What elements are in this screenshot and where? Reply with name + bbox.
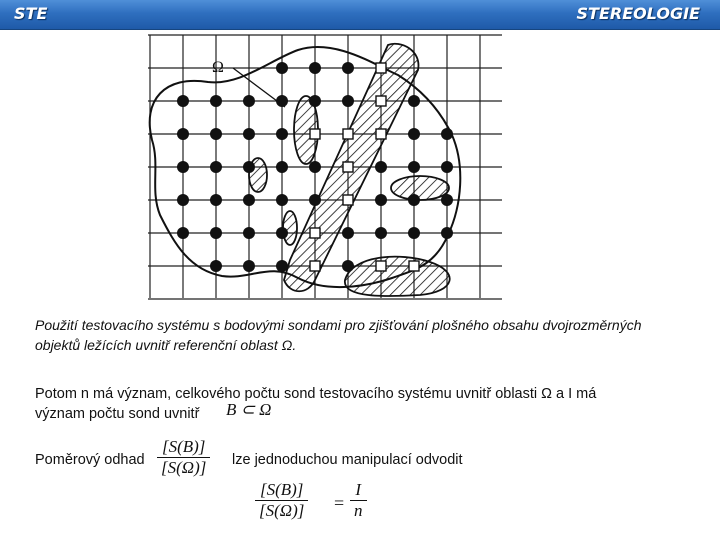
probe-point: [309, 161, 321, 173]
probe-point: [276, 128, 288, 140]
probe-point: [210, 227, 222, 239]
ratio-denominator: [S(Ω)]: [161, 458, 207, 477]
probe-point: [210, 194, 222, 206]
equals-sign: =: [334, 493, 345, 513]
probe-point: [441, 194, 453, 206]
probe-hit-square: [376, 63, 386, 73]
probe-point: [177, 227, 189, 239]
probe-point: [243, 95, 255, 107]
ratio-suffix: lze jednoduchou manipulací odvodit: [232, 452, 463, 468]
probe-point: [441, 161, 453, 173]
probe-point: [210, 128, 222, 140]
probe-point: [309, 194, 321, 206]
probe-point: [375, 161, 387, 173]
result-lhs-numerator: [S(B)]: [259, 480, 304, 499]
probe-hit-square: [343, 195, 353, 205]
probe-point: [243, 260, 255, 272]
title-bar: [0, 0, 720, 30]
result-lhs-denominator: [S(Ω)]: [259, 501, 305, 520]
probe-point: [177, 128, 189, 140]
omega-label: Ω: [212, 59, 224, 76]
probe-hit-square: [376, 129, 386, 139]
probe-point: [276, 62, 288, 74]
probe-point: [210, 161, 222, 173]
probe-point: [276, 161, 288, 173]
figure-caption: Použití testovacího systému s bodovými sondami pro zjišťování plošného obsahu dvojrozměrných objektů ležících uvnitř referenční oblast Ω.: [35, 317, 642, 353]
probe-hit-square: [310, 228, 320, 238]
subset-formula: B ⊂ Ω: [226, 400, 272, 419]
probe-point: [210, 95, 222, 107]
probe-point: [309, 95, 321, 107]
result-rhs-fraction: [350, 480, 367, 521]
probe-point: [342, 62, 354, 74]
probe-point: [408, 95, 420, 107]
probe-hit-square: [376, 261, 386, 271]
probe-point: [243, 161, 255, 173]
probe-point: [342, 260, 354, 272]
probe-point: [276, 260, 288, 272]
result-lhs-fraction: [255, 480, 308, 521]
probe-point: [408, 161, 420, 173]
probe-point: [342, 227, 354, 239]
probe-point: [441, 227, 453, 239]
probe-point: [243, 227, 255, 239]
stereology-figure: [130, 30, 520, 305]
probe-point: [210, 260, 222, 272]
bottom-blob-object: [345, 257, 450, 296]
probe-point: [177, 194, 189, 206]
header-right-label: STEREOLOGIE: [576, 4, 700, 23]
body-line-1: Potom n má význam, celkového počtu sond testovacího systému uvnitř oblasti Ω a I má: [35, 386, 597, 402]
probe-point: [408, 227, 420, 239]
probe-point: [276, 227, 288, 239]
result-rhs-denominator: n: [354, 501, 363, 520]
probe-hit-square: [343, 162, 353, 172]
header-left-label: STE: [14, 4, 48, 23]
probe-point: [342, 95, 354, 107]
ratio-fraction: [157, 437, 210, 478]
probe-hit-square: [343, 129, 353, 139]
probe-point: [177, 161, 189, 173]
probe-point: [276, 194, 288, 206]
probe-point: [441, 128, 453, 140]
probe-point: [309, 62, 321, 74]
probe-point: [243, 128, 255, 140]
probe-hit-square: [409, 261, 419, 271]
probe-point: [408, 128, 420, 140]
ratio-numerator: [S(B)]: [161, 437, 206, 456]
probe-hit-square: [376, 96, 386, 106]
probe-point: [177, 95, 189, 107]
right-ellipse-object: [391, 176, 449, 200]
result-rhs-numerator: I: [355, 480, 362, 499]
ratio-label: Poměrový odhad: [35, 452, 145, 468]
probe-point: [408, 194, 420, 206]
body-line-2: význam počtu sond uvnitř: [35, 406, 200, 422]
probe-point: [375, 227, 387, 239]
probe-hit-square: [310, 129, 320, 139]
probe-hit-square: [310, 261, 320, 271]
probe-point: [243, 194, 255, 206]
probe-point: [375, 194, 387, 206]
